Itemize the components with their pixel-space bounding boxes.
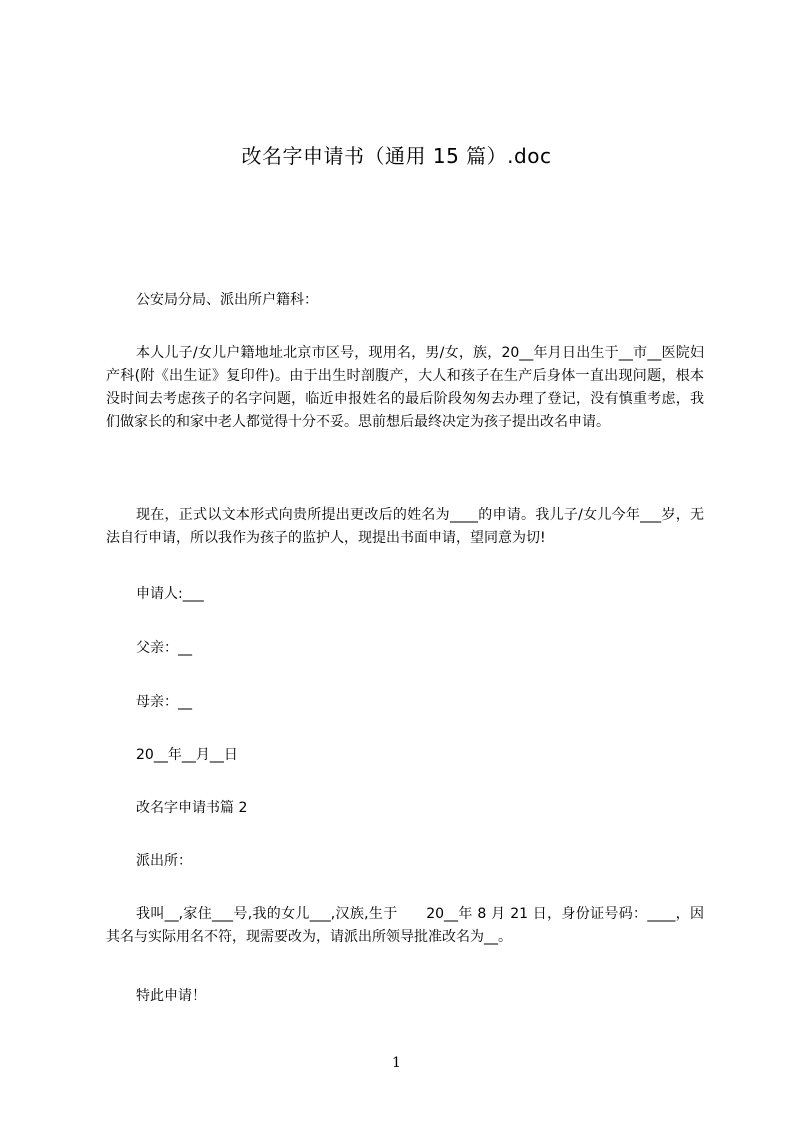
- section-2-closing: 特此申请！: [136, 988, 206, 1004]
- section-2-heading: 改名字申请书篇 2: [136, 800, 248, 816]
- applicant-line: 申请人:___: [136, 586, 204, 602]
- document-title: 改名字申请书（通用 15 篇）.doc: [241, 144, 552, 168]
- paragraph-1: 本人儿子/女儿户籍地址北京市区号，现用名，男/女，族，20__年月日出生于__市__医院妇产科(附《出生证》复印件)。由于出生时剖腹产，大人和孩子在生产后身体一直出现问题，根本没时间去考虑孩子的名字问题，临近申报姓名的最后阶段匆匆去办理了登记，没有慎重考虑，我们做家长的和家中老人都觉得十分不妥。思前想后最终决定为孩子提出改名申请。: [106, 345, 704, 430]
- mother-line: 母亲：__: [136, 694, 192, 710]
- page-number: 1: [392, 1055, 401, 1071]
- father-line: 父亲：__: [136, 640, 192, 656]
- section-2-salutation: 派出所：: [136, 853, 192, 869]
- section-2-paragraph-1: 我叫__,家住___号,我的女儿___,汉族,生于 20__年 8 月 21 日，身份证号码：____，因其名与实际用名不符，现需要改为，请派出所领导批准改名为__。: [106, 906, 704, 945]
- date-line: 20__年__月__日: [136, 747, 238, 763]
- salutation: 公安局分局、派出所户籍科：: [136, 292, 318, 308]
- paragraph-2: 现在，正式以文本形式向贵所提出更改后的姓名为____的申请。我儿子/女儿今年___岁，无法自行申请，所以我作为孩子的监护人，现提出书面申请，望同意为切!: [106, 507, 704, 546]
